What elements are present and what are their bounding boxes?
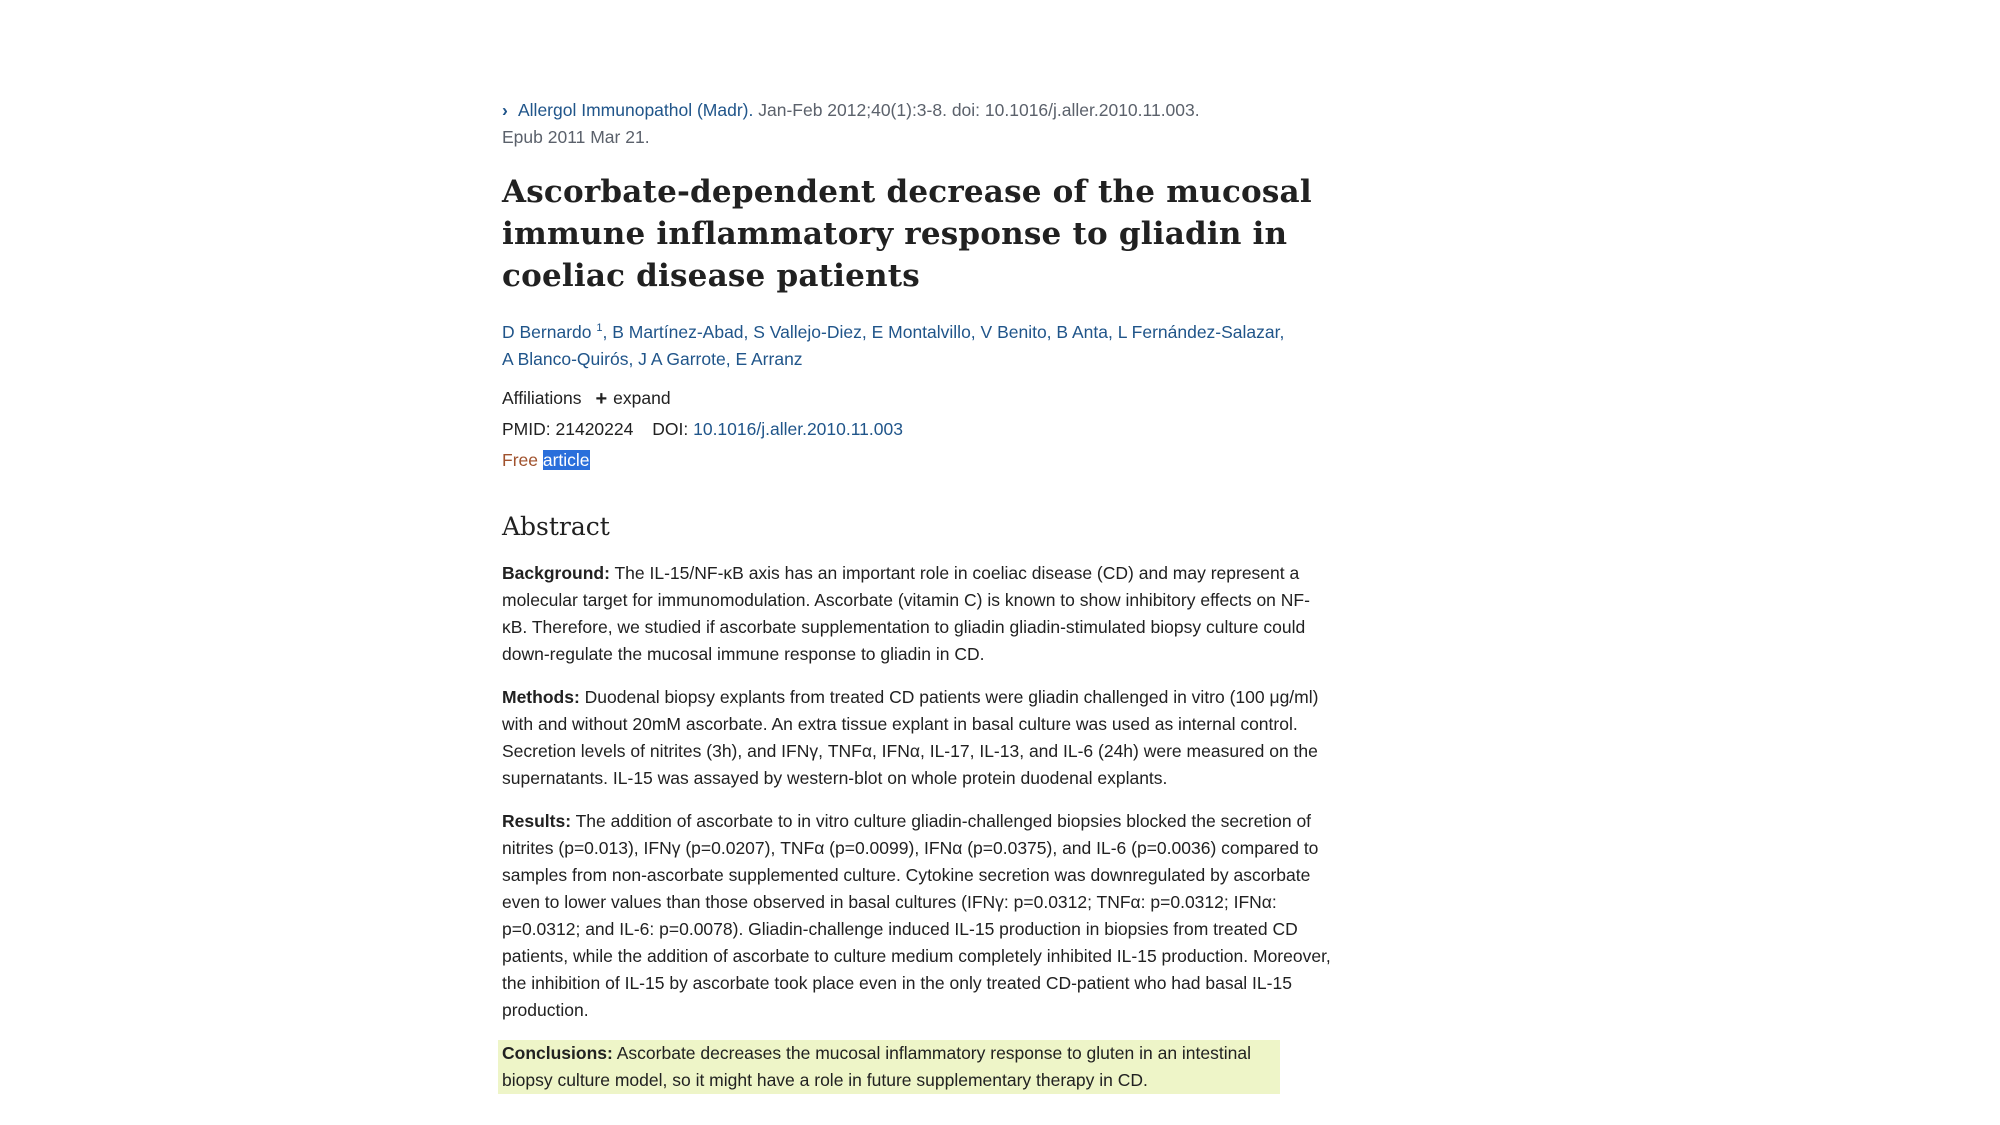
journal-link[interactable]: Allergol Immunopathol (Madr). — [518, 100, 754, 120]
authors-list: D Bernardo $^1$, B Martínez-Abad, S Vallejo-Diez, E Montalvillo, V Benito, B Anta, L Fernández-Salazar, A Blanco-Quirós, J A Garrote, E Arranz — [502, 322, 1285, 369]
abstract-methods — [502, 684, 1332, 792]
free-article-badge — [502, 447, 1332, 474]
chevron-right-icon[interactable]: › — [502, 100, 508, 120]
affiliations — [502, 385, 1332, 412]
pmid-value: 21420224 — [555, 419, 634, 439]
abstract-results — [502, 808, 1332, 1024]
citation — [502, 97, 1332, 151]
abstract-conclusions — [498, 1040, 1280, 1094]
background-label: Background: — [502, 563, 610, 583]
pmid-label: PMID: — [502, 419, 551, 439]
expand-label: expand — [613, 388, 671, 408]
article-title: Ascorbate-dependent decrease of the mucosal immune inflammatory response to gliadin in coeliac disease patients — [502, 174, 1312, 294]
free-label: Free — [502, 450, 538, 470]
author-links[interactable]: A Blanco-Quirós, J A Garrote, E Arranz — [502, 349, 803, 369]
expand-affiliations-button[interactable] — [595, 385, 670, 412]
article-details — [502, 97, 1332, 1094]
methods-label: Methods: — [502, 687, 580, 707]
selected-text: article — [542, 450, 590, 470]
methods-text: Duodenal biopsy explants from treated CD patients were gliadin challenged in vitro (100 μg/ml) with and without 20mM ascorbate. An extra tissue explant in basal culture was used as internal control. Secretion levels of nitrites (3h), and IFNγ, TNFα, IFNα, IL-17, IL-13, and IL-6 (24h) were measured on the supernatants. IL-15 was assayed by western-blot on whole protein duodenal explants. — [502, 687, 1319, 788]
author-links[interactable]: B Martínez-Abad, S Vallejo-Diez, E Montalvillo, V Benito, B Anta, L Fernández-Salazar, — [612, 322, 1285, 342]
identifiers — [502, 416, 1332, 443]
conclusions-label: Conclusions: — [502, 1043, 613, 1063]
author-link[interactable]: D Bernardo — [502, 322, 592, 342]
abstract-heading: Abstract — [502, 512, 610, 541]
doi-link[interactable]: 10.1016/j.aller.2010.11.003 — [693, 419, 903, 439]
affiliations-label: Affiliations — [502, 388, 582, 408]
conclusions-text: Ascorbate decreases the mucosal inflammatory response to gluten in an intestinal biopsy culture model, so it might have a role in future supplementary therapy in CD. — [502, 1043, 1251, 1090]
background-text: The IL-15/NF-κB axis has an important role in coeliac disease (CD) and may represent a molecular target for immunomodulation. Ascorbate (vitamin C) is known to show inhibitory effects on NF-κB. Therefore, we studied if ascorbate supplementation to gliadin gliadin-stimulated biopsy culture could down-regulate the mucosal immune response to gliadin in CD. — [502, 563, 1310, 664]
results-text: The addition of ascorbate to in vitro culture gliadin-challenged biopsies blocked the secretion of nitrites (p=0.013), IFNγ (p=0.0207), TNFα (p=0.0099), IFNα (p=0.0375), and IL-6 (p=0.0036) compared to samples from non-ascorbate supplemented culture. Cytokine secretion was downregulated by ascorbate even to lower values than those observed in basal cultures (IFNγ: p=0.0312; TNFα: p=0.0312; IFNα: p=0.0312; and IL-6: p=0.0078). Gliadin-challenge induced IL-15 production in biopsies from treated CD patients, while the addition of ascorbate to culture medium completely inhibited IL-15 production. Moreover, the inhibition of IL-15 by ascorbate took place even in the only treated CD-patient who had basal IL-15 production. — [502, 811, 1331, 1020]
citation-details: Jan-Feb 2012;40(1):3-8. doi: 10.1016/j.aller.2010.11.003. — [753, 100, 1200, 120]
epub-date: Epub 2011 Mar 21. — [502, 127, 650, 147]
affiliation-sup[interactable]: 1 — [596, 322, 603, 334]
results-label: Results: — [502, 811, 572, 831]
abstract-background — [502, 560, 1332, 668]
plus-icon: + — [595, 387, 608, 410]
doi-label: DOI: — [652, 419, 689, 439]
